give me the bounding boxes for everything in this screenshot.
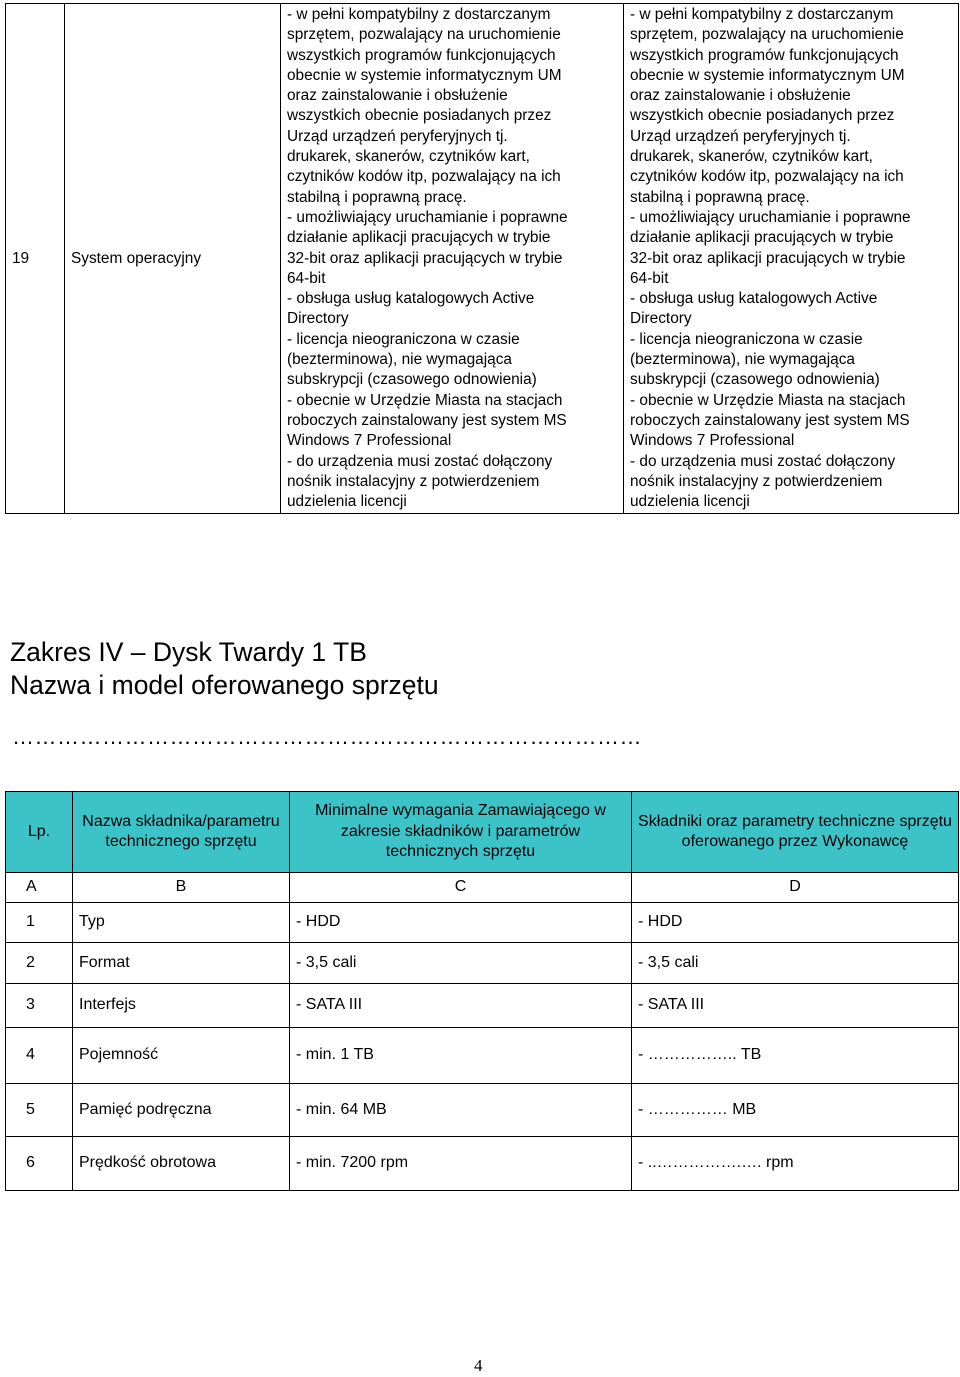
- row-lp: 2: [6, 943, 73, 984]
- spec-line: Windows 7 Professional: [287, 432, 452, 450]
- spec-line: wszystkich obecnie posiadanych przez: [287, 107, 552, 125]
- table-row: [6, 1028, 959, 1084]
- spec-line: Urząd urządzeń peryferyjnych tj.: [287, 127, 508, 145]
- spec-line: działanie aplikacji pracujących w trybie: [630, 229, 894, 247]
- spec-line: roboczych zainstalowany jest system MS: [630, 411, 910, 429]
- spec-line: - do urządzenia musi zostać dołączony: [287, 452, 553, 470]
- header-offered: Składniki oraz parametry techniczne sprzętu oferowanego przez Wykonawcę: [632, 792, 959, 873]
- spec-line: wszystkich programów funkcjonujących: [287, 46, 556, 64]
- spec-line: 32-bit oraz aplikacji pracujących w trybie: [630, 249, 906, 267]
- row-offer: - 3,5 cali: [632, 943, 959, 984]
- spec-line: - licencja nieograniczona w czasie: [630, 330, 863, 348]
- table-row: [6, 984, 959, 1028]
- row-requirement: - HDD: [290, 903, 632, 943]
- row-requirement: - min. 64 MB: [290, 1084, 632, 1137]
- row-lp: 5: [6, 1084, 73, 1137]
- row-requirement: - SATA III: [290, 984, 632, 1028]
- spec-line: subskrypcji (czasowego odnowienia): [630, 371, 880, 389]
- spec-line: 32-bit oraz aplikacji pracujących w trybie: [287, 249, 563, 267]
- spec-line: Directory: [287, 310, 349, 328]
- spec-line: - obsługa usług katalogowych Active: [287, 290, 535, 308]
- spec-line: drukarek, skanerów, czytników kart,: [630, 148, 873, 166]
- spec-line: Urząd urządzeń peryferyjnych tj.: [630, 127, 851, 145]
- row-offer: - HDD: [632, 903, 959, 943]
- spec-line: oraz zainstalowanie i obsłużenie: [287, 87, 508, 105]
- spec-line: subskrypcji (czasowego odnowienia): [287, 371, 537, 389]
- row-lp: 6: [6, 1137, 73, 1191]
- spec-line: oraz zainstalowanie i obsłużenie: [630, 87, 851, 105]
- spec-line: drukarek, skanerów, czytników kart,: [287, 148, 530, 166]
- header-lp: Lp.: [6, 792, 73, 873]
- page-number: 4: [474, 1356, 483, 1375]
- column-letters-row: [6, 873, 959, 903]
- row-offer: - ..…………….…. rpm: [632, 1137, 959, 1191]
- hdd-spec-table: [5, 791, 959, 1191]
- spec-line: udzielenia licencji: [287, 493, 407, 511]
- spec-line: - umożliwiający uruchamianie i poprawne: [287, 208, 568, 226]
- model-fill-line: …………………………………………………………………………: [12, 724, 642, 749]
- spec-line: - obecnie w Urzędzie Miasta na stacjach: [630, 391, 906, 409]
- spec-line: nośnik instalacyjny z potwierdzeniem: [630, 472, 883, 490]
- letter-a: A: [6, 873, 73, 903]
- spec-line: 64-bit: [630, 269, 669, 287]
- row-name: Interfejs: [73, 984, 290, 1028]
- spec-line: - w pełni kompatybilny z dostarczanym: [630, 6, 894, 23]
- table-row: [6, 943, 959, 984]
- spec-line: - umożliwiający uruchamianie i poprawne: [630, 208, 911, 226]
- row-number: 19: [6, 4, 65, 514]
- letter-b: B: [73, 873, 290, 903]
- spec-line: działanie aplikacji pracujących w trybie: [287, 229, 551, 247]
- table-header-row: [6, 792, 959, 873]
- table-row: [6, 1137, 959, 1191]
- row-requirement: - min. 7200 rpm: [290, 1137, 632, 1191]
- row-name: Typ: [73, 903, 290, 943]
- spec-line: czytników kodów itp, pozwalający na ich: [630, 168, 904, 186]
- spec-line: Windows 7 Professional: [630, 432, 795, 450]
- row-name: Prędkość obrotowa: [73, 1137, 290, 1191]
- component-name: System operacyjny: [65, 4, 281, 514]
- spec-line: (bezterminowa), nie wymagająca: [630, 351, 855, 369]
- row-name: Pojemność: [73, 1028, 290, 1084]
- spec-line: sprzętem, pozwalający na uruchomienie: [287, 26, 561, 44]
- spec-line: 64-bit: [287, 269, 326, 287]
- row-requirement: - min. 1 TB: [290, 1028, 632, 1084]
- minimum-requirements-cell: [281, 4, 624, 514]
- section-heading: [10, 636, 439, 702]
- row-offer: - …………….. TB: [632, 1028, 959, 1084]
- row-offer: - …………… MB: [632, 1084, 959, 1137]
- letter-c: C: [290, 873, 632, 903]
- spec-line: roboczych zainstalowany jest system MS: [287, 411, 567, 429]
- spec-line: wszystkich programów funkcjonujących: [630, 46, 899, 64]
- row-name: Pamięć podręczna: [73, 1084, 290, 1137]
- spec-line: Directory: [630, 310, 692, 328]
- spec-line: - do urządzenia musi zostać dołączony: [630, 452, 896, 470]
- row-lp: 4: [6, 1028, 73, 1084]
- header-name: Nazwa składnika/parametru technicznego sprzętu: [73, 792, 290, 873]
- model-label: Nazwa i model oferowanego sprzętu: [10, 670, 439, 700]
- offered-parameters-cell: [624, 4, 959, 514]
- row-offer: - SATA III: [632, 984, 959, 1028]
- spec-line: udzielenia licencji: [630, 493, 750, 511]
- letter-d: D: [632, 873, 959, 903]
- spec-line: - obsługa usług katalogowych Active: [630, 290, 878, 308]
- spec-line: czytników kodów itp, pozwalający na ich: [287, 168, 561, 186]
- header-requirements: Minimalne wymagania Zamawiającego w zakresie składników i parametrów technicznych sprzętu: [290, 792, 632, 873]
- table-row: [6, 4, 959, 514]
- row-name: Format: [73, 943, 290, 984]
- spec-line: sprzętem, pozwalający na uruchomienie: [630, 26, 904, 44]
- spec-line: (bezterminowa), nie wymagająca: [287, 351, 512, 369]
- spec-line: - w pełni kompatybilny z dostarczanym: [287, 6, 551, 23]
- spec-line: obecnie w systemie informatycznym UM: [630, 66, 905, 84]
- os-requirements-table: [5, 3, 959, 514]
- spec-line: - obecnie w Urzędzie Miasta na stacjach: [287, 391, 563, 409]
- spec-line: wszystkich obecnie posiadanych przez: [630, 107, 895, 125]
- spec-line: obecnie w systemie informatycznym UM: [287, 66, 562, 84]
- section-title: Zakres IV – Dysk Twardy 1 TB: [10, 637, 367, 667]
- spec-line: stabilną i poprawną pracę.: [630, 188, 810, 206]
- spec-line: - licencja nieograniczona w czasie: [287, 330, 520, 348]
- table-row: [6, 1084, 959, 1137]
- row-lp: 1: [6, 903, 73, 943]
- spec-line: stabilną i poprawną pracę.: [287, 188, 467, 206]
- row-requirement: - 3,5 cali: [290, 943, 632, 984]
- spec-line: nośnik instalacyjny z potwierdzeniem: [287, 472, 540, 490]
- row-lp: 3: [6, 984, 73, 1028]
- table-row: [6, 903, 959, 943]
